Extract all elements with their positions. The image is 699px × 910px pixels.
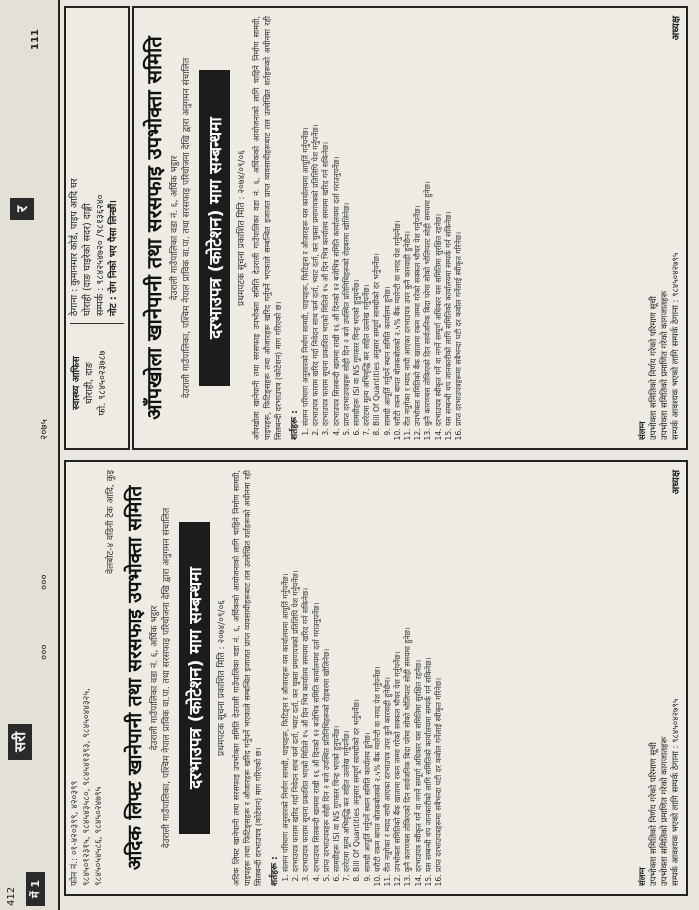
condition-item: 11. रीत नपुगेका र म्याद नाघी आएका दरभाउपत्र उपर कुनै कारवाही हुनेछैन। xyxy=(403,16,413,426)
condition-item: 4. दरभाउपत्र सिलबन्दी खाममा राखी १६ औं दिनको १२ बजेभित्र समिति कार्यालयमा दर्ता गराउनुपर्नेछ। xyxy=(312,470,322,872)
condition-item: 3. दरभाउपत्र फाराम सूचना प्रकाशित भएको मितिले १५ औं दिन भित्र कार्यालय समयमा खरिद गर्न सकिनेछ। xyxy=(321,16,331,426)
notice1-sub-2: देउराली गाउँपालिका, पश्चिम नेपाल प्राविक वा.पा. तथा सरसफाइ परियोजना देखि द्वारा अनुगमन संचालित xyxy=(162,507,172,849)
condition-item: 4. दरभाउपत्र सिलबन्दी खाममा राखी १६ औं दिनको १२ बजेभित्र समिति कार्यालयमा दर्ता गराउनुपर्नेछ। xyxy=(332,16,342,426)
condition-item: 2. दरभाउपत्र फाराम खरिद गर्दा निवेदन साथ फर्म दर्ता, भ्याट दर्ता, कर चुक्ता प्रमाणपत्रको प्रतिलिपि पेश गर्नुपर्नेछ। xyxy=(311,16,321,426)
strip-num-2: ००० xyxy=(39,574,50,590)
condition-item: 6. सामग्रीहरू ISI वा NS गुणस्तर चिन्ह भएको हुनुपर्नेछ। xyxy=(332,470,342,872)
condition-item: 5. प्राप्त दरभाउपत्रहरू सोही दिन २ बजे उपस्थित प्रतिनिधिहरूको रोहबरमा खोलिनेछ। xyxy=(342,16,352,426)
notice1-contact-1: फोन नं.: ०१-४२०३९९, ४२०३९९ xyxy=(70,780,80,886)
strip-tag-2: र xyxy=(10,198,34,220)
strip-num-3: २०७५ xyxy=(39,419,50,440)
notice2-footer-head: संलग्न xyxy=(638,421,648,440)
notice2-conditions-head: शर्तहरू : xyxy=(290,410,300,440)
condition-item: 13. कुनै कारणबस तोकिएको दिन सार्वजनिक बिदा परेमा सोको भोलिपल्ट सोही समयमा हुनेछ। xyxy=(403,470,413,872)
condition-item: 6. सामग्रीहरू ISI वा NS गुणस्तर चिन्ह भएको हुनुपर्नेछ। xyxy=(352,16,362,426)
notice1-footer-line: उपभोक्ता समितिको निर्णय गरेको परिमाण सूची xyxy=(649,742,659,886)
notice2-pubdate: प्रथमपटक सूचना प्रकाशित मिति : २०७४/०९/०६ xyxy=(237,150,247,306)
notice1-paragraph: अदिक लिफ्ट खानेपानी तथा सरसफाइ उपभोक्ता समिति देउराली गाउँपालिका वडा नं. ६, अर्घिकको आयोजनाको लागि चाहिने निर्माण सामग्री, पाइपहरू तथा फिटिङ्सहरू र औजारहरू खरिद गर्नुपर्ने भएकाले सम्बन्धित इजाजत प्राप्त व्यवसायीहरूबाट तल उल्लेखित शर्तहरूको अधीनमा रही सिलबन्दी दरभाउपत्र (कोटेशन) माग गरिएको छ। xyxy=(232,470,263,886)
condition-item: 2. दरभाउपत्र फाराम खरिद गर्दा निवेदन साथ फर्म दर्ता, भ्याट दर्ता, कर चुक्ता प्रमाणपत्रको प्रतिलिपि पेश गर्नुपर्नेछ। xyxy=(291,470,301,872)
strip-word-1: सरी xyxy=(8,724,32,760)
clinic-note: नोट : रोग निको भए पैसा लिन्छौं। xyxy=(108,200,119,316)
condition-item: 11. रीत नपुगेका र म्याद नाघी आएका दरभाउपत्र उपर कुनै कारवाही हुनेछैन। xyxy=(383,470,393,872)
condition-item: 16. प्राप्त दरभाउपत्रहरूमा सबैभन्दा घटी दर कबोल गर्नेलाई स्वीकृत गरिनेछ। xyxy=(434,470,444,872)
condition-item: 9. सामग्री आपूर्ति गर्नुपर्ने स्थान समिति कार्यालय हुनेछ। xyxy=(383,16,393,426)
clinic-address: ठेगाना : कुमानमार कोर्ड, पाइप आदि घर xyxy=(69,178,80,316)
notice1-contact-3: ९८४५०५४५८६, ९८४५०२४७९५ xyxy=(94,786,104,886)
notice1-footer-head: संलग्न xyxy=(638,867,648,886)
notice2-sub-1: देउराली गाउँपालिका वडा नं. ६, अर्घिक भट्ठार xyxy=(170,155,180,301)
condition-item: 16. प्राप्त दरभाउपत्रहरूमा सबैभन्दा घटी दर कबोल गर्नेलाई स्वीकृत गरिनेछ। xyxy=(454,16,464,426)
strip-num-1: ००० xyxy=(39,644,50,660)
condition-item: 1. संलग्न परिमाण अनुसारको निर्माण सामग्री, पाइपहरू, फिटिङ्स र औजारहरू यस कार्यालयमा आपूर्ति गर्नुपर्नेछ। xyxy=(281,470,291,872)
condition-item: 3. दरभाउपत्र फाराम सूचना प्रकाशित भएको मितिले १५ औं दिन भित्र कार्यालय समयमा खरिद गर्न सकिनेछ। xyxy=(301,470,311,872)
notice1-conditions xyxy=(281,462,444,894)
notice-aamp-khola xyxy=(132,6,688,450)
notice2-title: आँपखोला खानेपानी तथा सरसफाइ उपभोक्ता समिति xyxy=(142,36,166,420)
clinic-ad-box xyxy=(68,16,120,316)
condition-item: 10. धरौटी रकम बापत बोलकबोलको २.५% बैंक ग्यारेन्टी वा नगद पेश गर्नुपर्नेछ। xyxy=(373,470,383,872)
notice1-banner: दरभाउपत्र (कोटेशन) माग सम्बन्धमा xyxy=(179,522,210,833)
notice1-conditions-head: शर्तहरू : xyxy=(270,856,280,886)
notice1-footer-line: उपभोक्ता समितिको प्रमाणित गरेको कागजातहरू xyxy=(660,736,670,886)
health-office-phone: फो. ९८४५०२३७८७ xyxy=(97,350,108,416)
health-office-place: घोराही, दाङ xyxy=(84,362,95,404)
notice2-sub-2: देउराली गाउँपालिका, पश्चिम नेपाल प्राविक वा.पा. तथा सरसफाइ परियोजना देखि द्वारा अनुगमन संचालित xyxy=(182,57,192,399)
notice1-pubdate: प्रथमपटक सूचना प्रकाशित मिति : २०७४/०९/०६ xyxy=(217,600,227,756)
clinic-location: घोराही (दाङ घाइरेको सदर) दाङ्गी xyxy=(82,203,93,316)
notice2-footer-line: उपभोक्ता समितिको प्रमाणित गरेको कागजातहरू xyxy=(660,290,670,440)
adjacent-ads-strip xyxy=(0,0,60,910)
condition-item: 8. Bill Of Quantities अनुसार सम्पूर्ण सामग्रीको दर भर्नुपर्नेछ। xyxy=(372,16,382,426)
condition-item: 10. धरौटी रकम बापत बोलकबोलको २.५% बैंक ग्यारेन्टी वा नगद पेश गर्नुपर्नेछ। xyxy=(393,16,403,426)
condition-item: 9. सामग्री आपूर्ति गर्नुपर्ने स्थान समिति कार्यालय हुनेछ। xyxy=(363,470,373,872)
notice2-footer-line: सम्पर्क आवश्यक भएको लागि सम्पर्क ठेगाना : ९८४५०४२७९५ xyxy=(671,252,681,440)
condition-item: 8. Bill Of Quantities अनुसार सम्पूर्ण सामग्रीको दर भर्नुपर्नेछ। xyxy=(352,470,362,872)
notice1-signature: अध्यक्ष xyxy=(671,470,682,495)
condition-item: 5. प्राप्त दरभाउपत्रहरू सोही दिन २ बजे उपस्थित प्रतिनिधिहरूको रोहबरमा खोलिनेछ। xyxy=(322,470,332,872)
notice2-footer xyxy=(638,16,682,440)
strip-tag-1: में 1 xyxy=(26,872,45,906)
notice2-footer-line: उपभोक्ता समितिको निर्णय गरेको परिमाण सूची xyxy=(649,296,659,440)
condition-item: 14. दरभाउपत्र स्वीकृत गर्ने वा नगर्ने सम्पूर्ण अधिकार यस समितिमा सुरक्षित रहनेछ। xyxy=(414,470,424,872)
strip-number-bottom: 111 xyxy=(30,29,41,50)
health-office-box xyxy=(70,323,124,442)
notice2-conditions xyxy=(301,8,464,448)
notice1-office: वेलबोट-४ वडिनी टेक आदि, कुइ xyxy=(106,470,116,574)
condition-item: 12. उपभोक्ता समितिको बैंक खातामा रकम जम्मा गरेको सक्कल भौचर पेश गर्नुपर्नेछ। xyxy=(393,470,403,872)
condition-item: 12. उपभोक्ता समितिको बैंक खातामा रकम जम्मा गरेको सक्कल भौचर पेश गर्नुपर्नेछ। xyxy=(413,16,423,426)
condition-item: 13. कुनै कारणबस तोकिएको दिन सार्वजनिक बिदा परेमा सोको भोलिपल्ट सोही समयमा हुनेछ। xyxy=(423,16,433,426)
condition-item: 14. दरभाउपत्र स्वीकृत गर्ने वा नगर्ने सम्पूर्ण अधिकार यस समितिमा सुरक्षित रहनेछ। xyxy=(434,16,444,426)
notice1-title: अदिक लिफ्ट खानेपानी तथा सरसफाइ उपभोक्ता समिति xyxy=(124,485,146,871)
notice2-paragraph: आँपखोला खानेपानी तथा सरसफाइ उपभोक्ता समिति देउराली गाउँपालिका वडा नं. ६, अर्घिकको आयोजनाको लागि चाहिने निर्माण सामग्री, पाइपहरू, फिटिङ्सहरू तथा औजारहरू खरिद गर्नुपर्ने भएकाले सम्बन्धित इजाजत प्राप्त व्यवसायीहरूबाट तल उल्लेखित शर्तहरूको अधीनमा रही सिलबन्दी दरभाउपत्र (कोटेशन) माग गरिएको छ। xyxy=(252,16,283,440)
notice1-contact-2: ९८४५०१२३१५, ९८४५४३५८०, ९८४५४१३९३, ९८४५०४४३२५, xyxy=(82,688,92,886)
notice1-header xyxy=(66,462,117,894)
notice1-footer xyxy=(638,470,682,886)
condition-item: 15. यस सम्बन्धी थप जानकारीको लागि समितिको कार्यालयमा सम्पर्क गर्न सकिनेछ। xyxy=(424,470,434,872)
notice1-footer-line: सम्पर्क आवश्यक भएको लागि सम्पर्क ठेगाना : ९८४५०४२७९५ xyxy=(671,698,681,886)
notice2-signature: अध्यक्ष xyxy=(671,16,682,41)
condition-item: 7. दररेटमा मूल्य अभिवृद्धि कर सहित उल्लेख गर्नुपर्नेछ। xyxy=(362,16,372,426)
notice2-banner: दरभाउपत्र (कोटेशन) माग सम्बन्धमा xyxy=(199,70,230,387)
clinic-phone: सम्पर्क : ९८४२५४७२० /९८१३६२४० xyxy=(95,194,106,316)
notice1-sub-1: देउराली गाउँपालिका वडा नं. ६, अर्घिक भट्ठार xyxy=(150,605,160,751)
strip-number-top: 412 xyxy=(6,886,17,906)
condition-item: 15. यस सम्बन्धी थप जानकारीको लागि समितिको कार्यालयमा सम्पर्क गर्न सकिनेछ। xyxy=(444,16,454,426)
notice-adik-lift xyxy=(64,460,688,896)
condition-item: 1. संलग्न परिमाण अनुसारको निर्माण सामग्री, पाइपहरू, फिटिङ्स र औजारहरू यस कार्यालयमा आपूर्ति गर्नुपर्नेछ। xyxy=(301,16,311,426)
health-office-name: स्वास्थ्य आफिस xyxy=(71,356,82,410)
notice2-ads-row xyxy=(64,6,130,450)
condition-item: 7. दररेटमा मूल्य अभिवृद्धि कर सहित उल्लेख गर्नुपर्नेछ। xyxy=(342,470,352,872)
